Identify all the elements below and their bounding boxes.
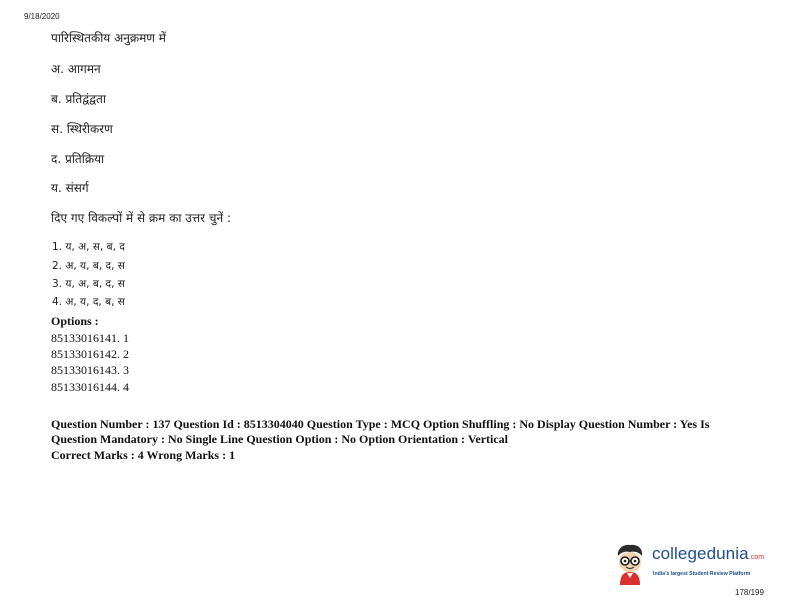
options-heading: Options : (51, 314, 99, 328)
collegedunia-logo (612, 540, 765, 588)
option-3: 85133016143. 3 (51, 363, 129, 377)
statement-c: स. स्थिरीकरण (51, 122, 113, 136)
mascot-icon (612, 542, 648, 586)
statement-b: ब. प्रतिद्वंद्वता (51, 92, 107, 106)
choice-1: 1. य, अ, स, ब, द (52, 241, 125, 253)
option-2: 85133016142. 2 (51, 347, 129, 361)
statement-a: अ. आगमन (51, 62, 101, 76)
question-instruction: दिए गए विकल्पों में से क्रम का उत्तर चुनें : (51, 211, 232, 225)
choice-3: 3. य, अ, ब, द, स (52, 278, 125, 290)
choice-2: 2. अ, य, ब, द, स (52, 260, 125, 272)
brand-tagline: India's largest Student Review Platform (653, 571, 751, 577)
question-marks: Correct Marks : 4 Wrong Marks : 1 (51, 448, 236, 462)
statement-d: द. प्रतिक्रिया (51, 152, 105, 166)
statement-e: य. संसर्ग (51, 181, 89, 195)
print-date: 9/18/2020 (24, 12, 60, 21)
option-4: 85133016144. 4 (51, 380, 129, 394)
option-1: 85133016141. 1 (51, 331, 129, 345)
question-meta-line2: Question Mandatory : No Single Line Question Option : No Option Orientation : Vertical (51, 432, 509, 446)
brand-name: collegedunia.com (652, 544, 765, 563)
page-number: 178/199 (735, 588, 764, 597)
question-meta-line1: Question Number : 137 Question Id : 8513304040 Question Type : MCQ Option Shuffling : No Display Question Number : Yes Is (51, 417, 710, 431)
question-stem: पारिस्थितकीय अनुक्रमण में (51, 31, 166, 45)
choice-4: 4. अ, य, द, ब, स (52, 296, 125, 308)
